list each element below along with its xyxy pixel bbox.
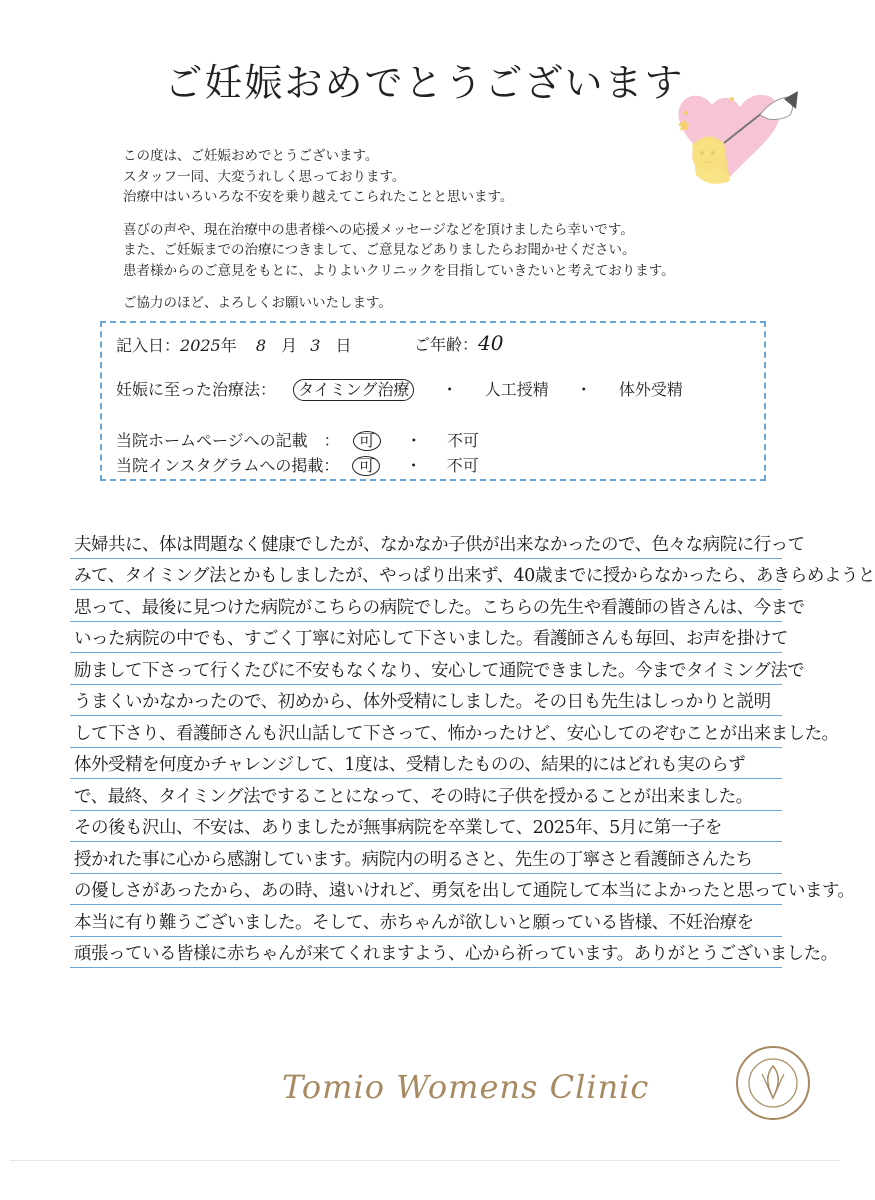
message-line [70,779,782,811]
message-text: いった病院の中でも、すごく丁寧に対応して下さいました。看護師さんも毎回、お声を掛けて [74,629,788,649]
separator: ・ [575,380,592,399]
instagram-consent-row [116,453,479,476]
age-row [414,331,503,355]
page-title: ご妊娠おめでとうございます [164,61,685,105]
intro-line: 喜びの声や、現在治療中の患者様への応援メッセージなどを頂けましたら幸いです。 [123,221,634,238]
homepage-label: 当院ホームページへの記載 ： [116,431,340,450]
message-line [70,716,839,748]
entry-month-value[interactable]: 8 [255,336,267,355]
message-text: 思って、最後に見つけた病院がこちらの病院でした。こちらの先生や看護師の皆さんは、今まで [74,597,805,618]
treatment-label: 妊娠に至った治療法： [116,380,277,399]
message-text: 励まして下さって行くたびに不安もなくなり、安心して通院できました。今までタイミング法で [74,660,805,681]
entry-day-value[interactable]: 3 [310,336,321,355]
entry-date-label: 記入日： [116,336,181,355]
message-text: 本当に有り難うございました。そして、赤ちゃんが欲しいと願っている皆様、不妊治療を [74,912,754,933]
message-text: の優しさがあったから、あの時、遠いけれど、勇気を出して通院して本当によかったと思っています。 [74,881,855,901]
day-unit: 日 [335,336,352,355]
message-text: うまくいかなかったので、初めから、体外受精にしました。その日も先生はしっかりと説明 [74,692,771,712]
message-line [70,811,782,843]
treatment-option-timing[interactable]: タイミング治療 [293,379,414,401]
message-text: で、最終、タイミング法ですることになって、その時に子供を授かることが出来ました。 [74,786,753,807]
homepage-ok-option[interactable]: 可 [353,431,381,451]
intro-line: この度は、ご妊娠おめでとうございます。 [123,148,379,164]
message-text: 頑張っている皆様に赤ちゃんが来てくれますよう、心から祈っています。ありがとうございました。 [74,944,838,964]
intro-paragraph-3 [123,293,773,314]
age-label: ご年齢： [414,335,479,354]
entry-year-value[interactable]: 2025 [180,336,221,355]
intro-message [123,146,773,326]
intro-line: 患者様からのご意見をもとに、よりよいクリニックを目指していきたいと考えております。 [123,262,675,279]
message-line [70,874,855,906]
handwritten-message [70,527,875,968]
message-line [70,937,838,969]
treatment-row [116,377,683,401]
instagram-label: 当院インスタグラムへの掲載： [116,456,340,475]
separator: ・ [405,431,422,450]
message-line [70,842,782,874]
message-line [70,590,805,622]
entry-form-box [100,321,766,481]
separator: ・ [441,380,458,399]
message-text: 授かれた事に心から感謝しています。病院内の明るさと、先生の丁寧さと看護師さんたち [74,849,753,870]
entry-date-row [116,333,352,356]
treatment-option-ivf[interactable]: 体外受精 [618,380,683,399]
month-unit: 月 [281,336,298,355]
message-text: みて、タイミング法とかもしましたが、やっぱり出来ず、40歳までに授からなかったら、あきらめようと [74,566,875,586]
message-line [70,653,805,685]
intro-line: ご協力のほど、よろしくお願いいたします。 [123,295,392,311]
year-unit: 年 [220,336,237,355]
intro-line: また、ご妊娠までの治療につきまして、ご意見などありましたらお聞かせください。 [123,242,636,258]
message-text: 体外受精を何度かチャレンジして、1度は、受精したものの、結果的にはどれも実のらず [74,755,746,775]
message-line [70,905,782,937]
message-line [70,685,782,717]
message-line [70,527,805,559]
instagram-ok-option[interactable]: 可 [352,456,380,476]
message-line [70,622,788,654]
age-value[interactable]: 40 [478,331,504,355]
treatment-option-iui[interactable]: 人工授精 [484,380,549,399]
intro-line: スタッフ一同、大変うれしく思っております。 [123,168,406,185]
instagram-ng-option[interactable]: 不可 [446,456,479,475]
message-line [70,748,782,780]
message-text: 夫婦共に、体は問題なく健康でしたが、なかなか子供が出来なかったので、色々な病院に行って [74,534,805,555]
message-text: して下さり、看護師さんも沢山話して下さって、怖かったけど、安心してのぞむことが出来ました。 [74,723,839,744]
homepage-consent-row [116,428,479,451]
intro-line: 治療中はいろいろな不安を乗り越えてこられたことと思います。 [123,189,514,205]
message-line [70,559,875,591]
intro-paragraph-1 [123,146,773,208]
clinic-logo-text: Tomio Womens Clinic [282,1068,650,1106]
clinic-seal-logo [734,1044,812,1122]
message-text: その後も沢山、不安は、ありましたが無事病院を卒業して、2025年、5月に第一子を [74,818,722,838]
intro-paragraph-2 [123,220,773,282]
divider [10,1160,839,1161]
separator: ・ [405,456,422,475]
homepage-ng-option[interactable]: 不可 [447,431,480,450]
